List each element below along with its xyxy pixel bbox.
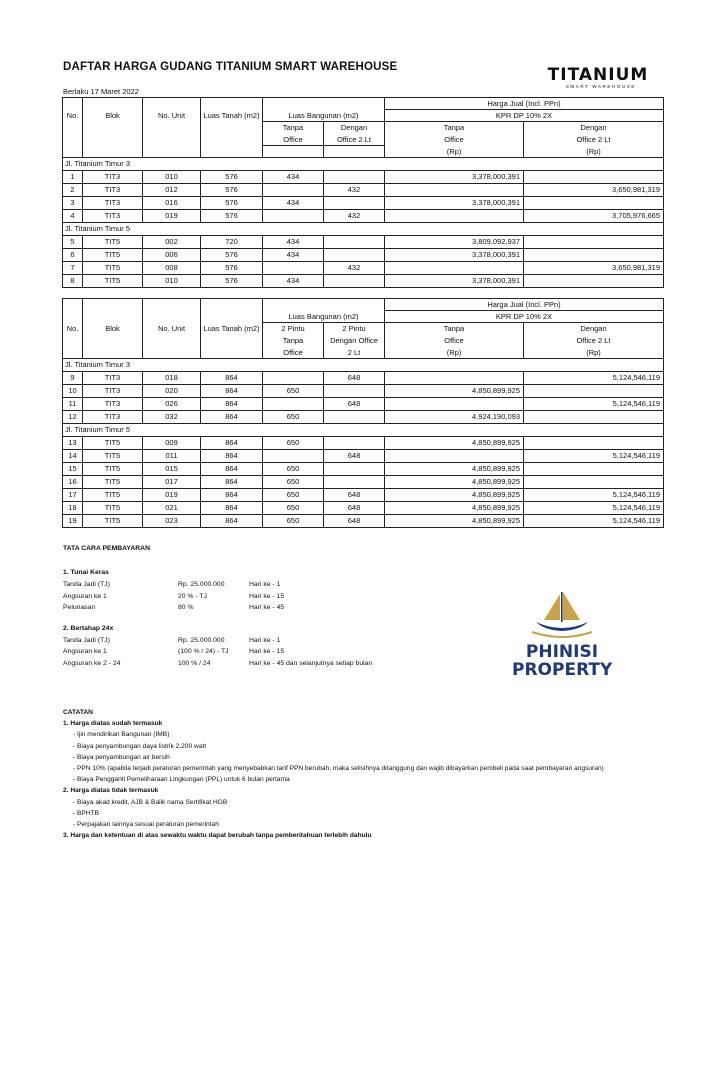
payment-section [63,545,372,669]
cell-no: 18 [63,502,83,515]
cell-p1 [385,450,524,463]
header-b1: Tanpa [263,122,324,134]
cell-unit: 006 [143,249,201,262]
table-row [63,385,664,398]
table-row [63,210,664,223]
cell-no: 11 [63,398,83,411]
notes-item: - Biaya penyambungan air bersih [73,753,170,761]
table-row [63,515,664,528]
header-p1-2: Office [385,335,524,347]
cell-tanah: 576 [201,210,263,223]
cell-b2: 432 [324,184,385,197]
page-title: DAFTAR HARGA GUDANG TITANIUM SMART WAREHOUSE [63,61,398,73]
cell-no: 12 [63,411,83,424]
header-p2-3: (Rp) [524,347,664,359]
cell-p2: 3,650,981,319 [524,262,664,275]
price-table-1 [62,97,664,288]
header-p1-3: (Rp) [385,347,524,359]
cell-p1 [385,398,524,411]
table-row [63,502,664,515]
effective-date: Berlaku 17 Maret 2022 [63,87,139,96]
payment-d: Hari ke - 1 [249,581,281,588]
cell-blok: TIT5 [83,450,143,463]
cell-b1: 650 [263,385,324,398]
header-p1: Tanpa [385,122,524,134]
cell-no: 15 [63,463,83,476]
cell-blok: TIT5 [83,476,143,489]
header-b2-2: Dengan Office [324,335,385,347]
cell-b1: 650 [263,437,324,450]
cell-p1: 4,850,899,925 [385,476,524,489]
notes-item: - Ijin mendirikan Bangunan (IMB) [73,731,170,739]
cell-p2: 5,124,546,119 [524,515,664,528]
group-label: Jl. Titanium Timur 3 [63,359,664,372]
cell-no: 3 [63,197,83,210]
cell-b1 [263,398,324,411]
cell-no: 14 [63,450,83,463]
header-p2: Dengan [524,323,664,335]
cell-p1: 3,378,000,391 [385,171,524,184]
cell-tanah: 576 [201,262,263,275]
notes-item: - Biaya penyambungan daya listrik 2.200 watt [73,742,207,750]
cell-p2: 5,124,546,119 [524,489,664,502]
payment-row [63,591,372,603]
cell-no: 13 [63,437,83,450]
cell-no: 19 [63,515,83,528]
cell-b1 [263,372,324,385]
payment-v: (100 % / 24) - TJ [178,648,229,655]
cell-p1: 4,850,899,925 [385,502,524,515]
header-b1-2: Office [263,134,324,146]
cell-tanah: 720 [201,236,263,249]
cell-p1 [385,210,524,223]
cell-unit: 010 [143,171,201,184]
header-b2: 2 Pintu [324,323,385,335]
cell-blok: TIT5 [83,502,143,515]
cell-no: 2 [63,184,83,197]
payment-k: Tanda Jadi (TJ) [63,636,110,644]
notes-heading-2: 2. Harga diatas tidak termasuk [63,787,159,795]
cell-no: 16 [63,476,83,489]
header-blok: Blok [83,323,143,335]
group-label: Jl. Titanium Timur 5 [63,424,664,437]
cell-unit: 012 [143,184,201,197]
cell-b2 [324,249,385,262]
payment-d: Hari ke - 15 [249,648,285,655]
cell-unit: 017 [143,476,201,489]
cell-p1: 3,378,000,391 [385,275,524,288]
cell-p2: 5,124,546,119 [524,398,664,411]
cell-blok: TIT3 [83,372,143,385]
cell-no: 6 [63,249,83,262]
cell-p2 [524,197,664,210]
cell-unit: 019 [143,210,201,223]
cell-blok: TIT5 [83,489,143,502]
phinisi-brand [512,590,612,679]
brand-line-2: PROPERTY [512,660,613,680]
cell-unit: 019 [143,489,201,502]
cell-b2 [324,275,385,288]
cell-b2 [324,463,385,476]
payment-k: Tanda Jadi (TJ) [63,581,110,588]
logo-sub-text: SMART WAREHOUSE [565,84,636,89]
cell-b1: 650 [263,502,324,515]
cell-blok: TIT3 [83,184,143,197]
payment-row [63,579,372,591]
cell-p1: 3,378,000,391 [385,197,524,210]
cell-tanah: 864 [201,385,263,398]
cell-no: 10 [63,385,83,398]
cell-unit: 011 [143,450,201,463]
cell-no: 8 [63,275,83,288]
header-p2-3: (Rp) [524,146,664,158]
logo-main-text: TITANIUM [547,65,649,85]
header-tanah: Luas Tanah (m2) [201,323,263,335]
cell-p1: 4,850,899,925 [385,437,524,450]
header-kpr: KPR DP 10% 2X [385,110,664,122]
cell-tanah: 576 [201,184,263,197]
table-row [63,236,664,249]
payment-d: Hari ke - 15 [249,592,285,600]
table-row [63,463,664,476]
header-b2: Dengan [324,122,385,134]
cell-p2 [524,476,664,489]
cell-blok: TIT3 [83,411,143,424]
cell-p1: 4,850,899,925 [385,515,524,528]
header-kpr: KPR DP 10% 2X [385,311,664,323]
cell-b2: 432 [324,210,385,223]
header-b2-2: Office 2 Lt [324,134,385,146]
table-row [63,372,664,385]
cell-blok: TIT5 [83,437,143,450]
cell-b2 [324,171,385,184]
cell-tanah: 864 [201,372,263,385]
cell-b2: 648 [324,372,385,385]
cell-p1: 4,850,899,925 [385,489,524,502]
cell-b1: 650 [263,463,324,476]
notes-item: - PPN 10% (apabila terjadi peraturan pemerintah yang menyebabkan tarif PPN berubah, maka selisihnya ditanggung dan wajib dibayarkan pembeli pada saat pembayaran angsuran) [73,764,604,772]
cell-p2: 5,124,546,119 [524,450,664,463]
header-no: No. [63,110,83,122]
table-row [63,489,664,502]
install-rows [63,635,372,670]
cell-p2 [524,249,664,262]
header-b1-3: Office [263,347,324,359]
cell-tanah: 864 [201,450,263,463]
cell-p2: 5,124,546,119 [524,502,664,515]
table-row [63,437,664,450]
payment-k: Angsuran ke 2 - 24 [63,659,121,667]
notes-heading-3: 3. Harga dan ketentuan di atas sewaktu waktu dapat berubah tanpa pemberitahuan terlebih dahulu [63,832,372,840]
cell-p2: 5,124,546,119 [524,372,664,385]
cell-no: 7 [63,262,83,275]
cell-blok: TIT5 [83,236,143,249]
notes-item: - BPHTB [73,809,100,817]
header-p1: Tanpa [385,323,524,335]
header-harga: Harga Jual (Incl. PPn) [385,299,664,311]
cell-p1 [385,262,524,275]
cell-no: 9 [63,372,83,385]
cell-unit: 015 [143,463,201,476]
notes-item: - Biaya akad kredit, AJB & Balik nama Sertifikat HGB [73,798,228,806]
cell-p2 [524,275,664,288]
cell-b1: 650 [263,515,324,528]
cell-p1: 3,809,092,937 [385,236,524,249]
cell-tanah: 576 [201,249,263,262]
cell-b1: 434 [263,249,324,262]
notes-included-list [63,729,604,785]
header-unit: No. Unit [143,110,201,122]
cell-blok: TIT5 [83,515,143,528]
table-row [63,184,664,197]
cell-tanah: 864 [201,437,263,450]
table-row [63,275,664,288]
cell-tanah: 576 [201,171,263,184]
cell-p1: 4,924,190,093 [385,411,524,424]
header-b2-3: 2 Lt [324,347,385,359]
cell-b1: 434 [263,236,324,249]
header-p1-2: Office [385,134,524,146]
table-row [63,197,664,210]
cell-b1 [263,450,324,463]
cell-tanah: 864 [201,476,263,489]
cell-blok: TIT3 [83,197,143,210]
payment-v: Rp. 25.000.000 [178,636,225,644]
notes-excluded-list [63,797,604,831]
payment-row [63,635,372,647]
header-bangunan: Luas Bangunan (m2) [263,311,385,323]
table-row [63,249,664,262]
cell-unit: 020 [143,385,201,398]
install-title: 2. Bertahap 24x [63,624,114,632]
cell-b1 [263,262,324,275]
cell-b1 [263,184,324,197]
cell-tanah: 864 [201,502,263,515]
cell-b2: 648 [324,502,385,515]
cell-unit: 010 [143,275,201,288]
cell-p1: 4,850,899,925 [385,463,524,476]
cell-p1 [385,372,524,385]
header-unit: No. Unit [143,323,201,335]
cell-tanah: 576 [201,197,263,210]
notes-item: - Biaya Pengganti Pemeliharaan Lingkungan (PPL) untuk 6 bulan pertama [73,776,290,784]
header-tanah: Luas Tanah (m2) [201,110,263,122]
table-row [63,411,664,424]
cash-rows [63,579,372,614]
cell-p2 [524,463,664,476]
cell-b1: 434 [263,197,324,210]
table-row [63,171,664,184]
payment-d: Hari ke - 45 [249,604,285,611]
cell-unit: 008 [143,262,201,275]
ship-icon [530,590,594,638]
table-row [63,476,664,489]
cell-p2 [524,236,664,249]
cell-b2 [324,411,385,424]
cell-b2: 648 [324,450,385,463]
header-blok: Blok [83,110,143,122]
payment-k: Angsuran ke 1 [63,592,107,600]
payment-v: 100 % / 24 [178,659,211,667]
notes-item: - Perpajakan lainnya sesuai peraturan pemerintah [73,820,219,828]
payment-d: Hari ke - 1 [249,636,281,644]
cell-b2 [324,476,385,489]
price-table-2 [62,298,664,528]
titanium-logo [546,66,650,89]
cell-b2 [324,437,385,450]
cell-b1: 650 [263,476,324,489]
cell-p1: 4,850,899,925 [385,385,524,398]
notes-section [63,707,604,841]
cell-no: 4 [63,210,83,223]
cell-b1: 434 [263,275,324,288]
payment-row [63,658,372,670]
table-row [63,398,664,411]
cell-blok: TIT5 [83,275,143,288]
cell-b1: 434 [263,171,324,184]
header-no: No. [63,323,83,335]
cell-tanah: 864 [201,463,263,476]
cell-unit: 018 [143,372,201,385]
cell-blok: TIT3 [83,385,143,398]
cell-blok: TIT3 [83,171,143,184]
cell-b1 [263,210,324,223]
cell-b2: 648 [324,398,385,411]
cell-b2 [324,385,385,398]
cell-p2: 3,650,981,319 [524,184,664,197]
header-p2-2: Office 2 Lt [524,134,664,146]
payment-row [63,646,372,658]
cell-tanah: 864 [201,489,263,502]
payment-k: Pelunasan [63,604,96,611]
cell-unit: 016 [143,197,201,210]
cell-blok: TIT5 [83,262,143,275]
notes-heading-1: 1. Harga diatas sudah termasuk [63,720,163,728]
payment-v: 80 % [178,604,194,611]
header-bangunan: Luas Bangunan (m2) [263,110,385,122]
table-row [63,450,664,463]
cell-b2 [324,236,385,249]
cell-unit: 009 [143,437,201,450]
cell-b2 [324,197,385,210]
payment-d: Hari ke - 45 dan selanjutnya setiap bulan [249,659,373,667]
header-p2: Dengan [524,122,664,134]
cell-b2: 432 [324,262,385,275]
payment-v: 20 % - TJ [178,592,207,600]
cell-p1: 3,378,000,391 [385,249,524,262]
cell-tanah: 864 [201,398,263,411]
group-label: Jl. Titanium Timur 3 [63,158,664,171]
cell-b1: 650 [263,411,324,424]
cell-p2 [524,171,664,184]
cell-b2: 648 [324,489,385,502]
payment-k: Angsuran ke 1 [63,648,107,655]
group-label: Jl. Titanium Timur 5 [63,223,664,236]
cell-blok: TIT5 [83,463,143,476]
payment-title: TATA CARA PEMBAYARAN [63,545,150,552]
cell-blok: TIT3 [83,398,143,411]
cell-unit: 002 [143,236,201,249]
cell-p2: 3,705,976,665 [524,210,664,223]
cell-p2 [524,385,664,398]
cell-unit: 021 [143,502,201,515]
header-p2-2: Office 2 Lt [524,335,664,347]
cell-b2: 648 [324,515,385,528]
cash-title: 1. Tunai Keras [63,569,109,576]
cell-blok: TIT3 [83,210,143,223]
notes-title: CATATAN [63,709,93,716]
cell-unit: 032 [143,411,201,424]
cell-no: 5 [63,236,83,249]
cell-tanah: 576 [201,275,263,288]
cell-p2 [524,437,664,450]
table-row [63,262,664,275]
payment-v: Rp. 25.000.000 [178,581,225,588]
header-harga: Harga Jual (Incl. PPn) [385,98,664,110]
header-b1-2: Tanpa [263,335,324,347]
brand-line-1: PHINISI [525,642,599,662]
cell-b1: 650 [263,489,324,502]
payment-row [63,602,372,614]
cell-p2 [524,411,664,424]
header-p1-3: (Rp) [385,146,524,158]
header-b1: 2 Pintu [263,323,324,335]
cell-unit: 023 [143,515,201,528]
cell-unit: 026 [143,398,201,411]
cell-tanah: 864 [201,515,263,528]
cell-blok: TIT5 [83,249,143,262]
cell-no: 17 [63,489,83,502]
cell-p1 [385,184,524,197]
cell-no: 1 [63,171,83,184]
cell-tanah: 864 [201,411,263,424]
